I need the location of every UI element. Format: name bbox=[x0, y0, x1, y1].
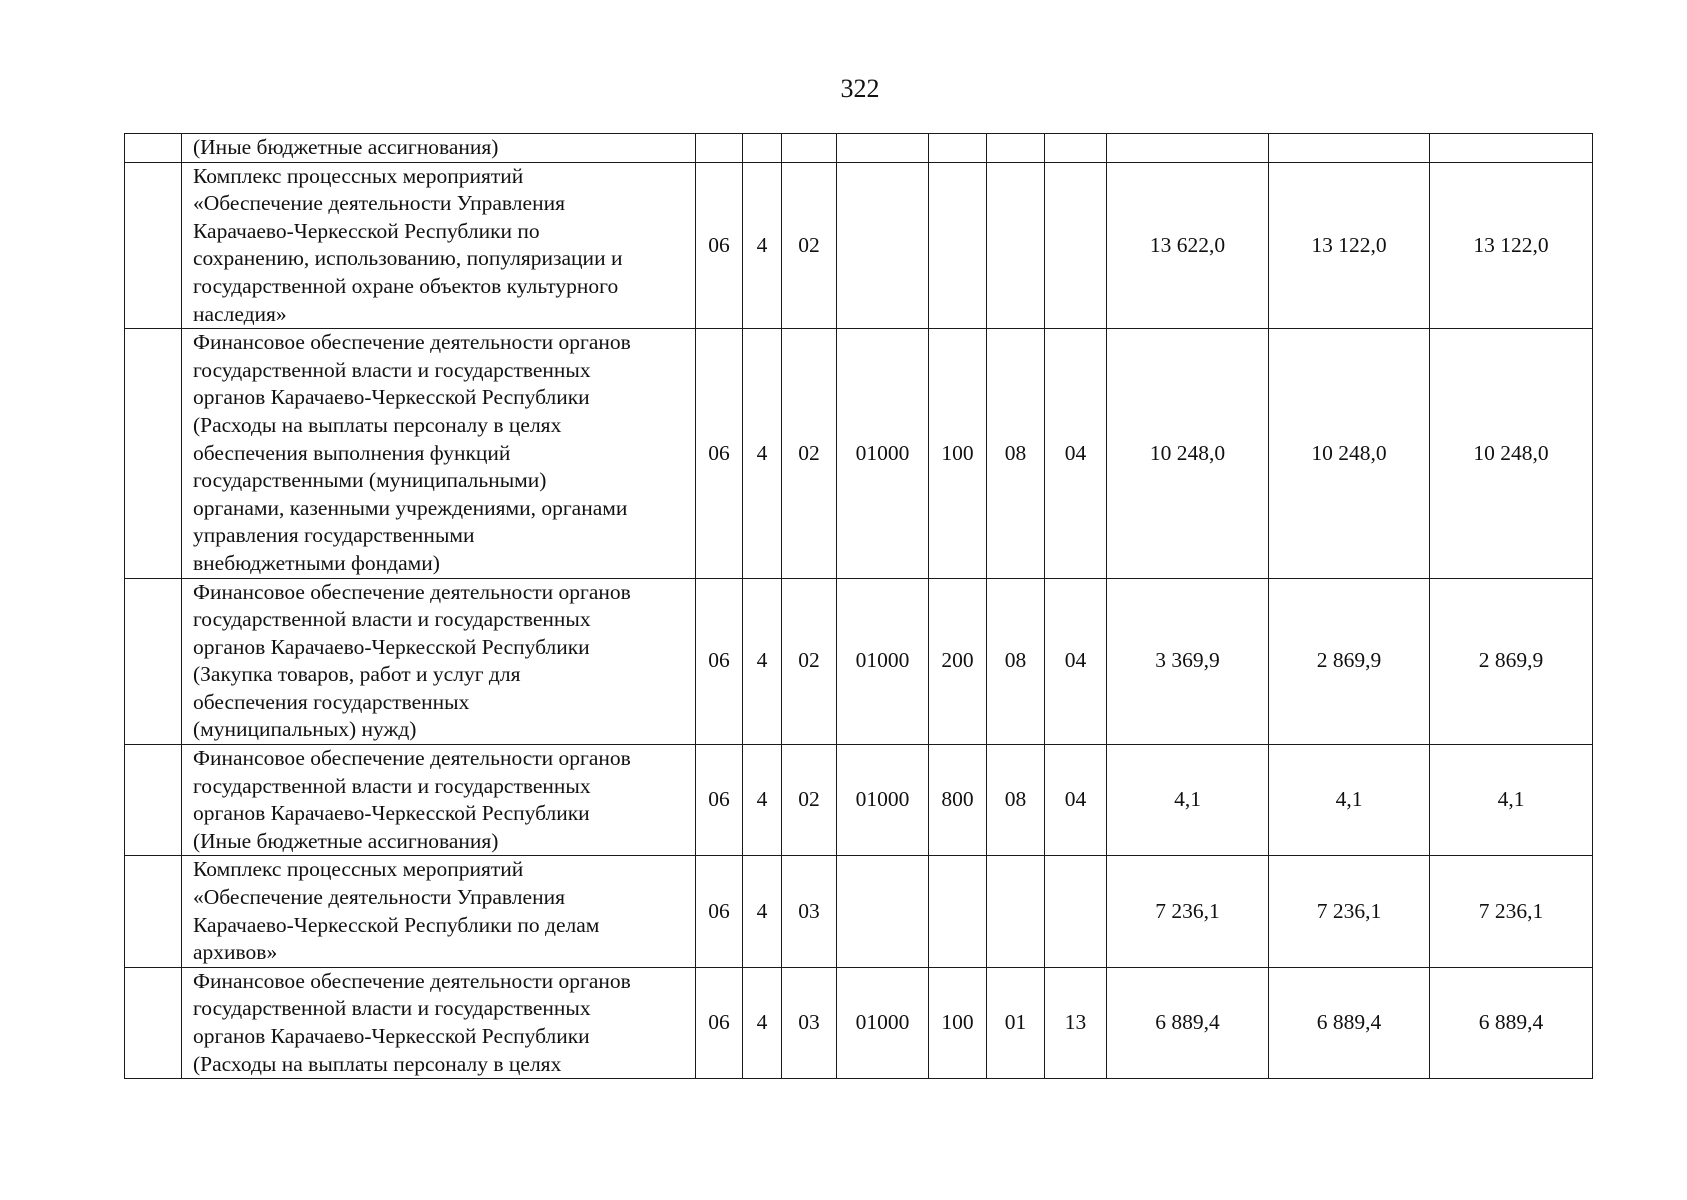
code-cell-2: 4 bbox=[743, 856, 782, 967]
code-cell-2: 4 bbox=[743, 578, 782, 745]
row-index-cell bbox=[125, 329, 182, 578]
code-cell-4: 01000 bbox=[837, 578, 929, 745]
row-description: (Иные бюджетные ассигнования) bbox=[182, 134, 696, 163]
code-cell-2: 4 bbox=[743, 745, 782, 856]
code-cell-7: 04 bbox=[1045, 578, 1107, 745]
code-cell-6: 08 bbox=[987, 745, 1045, 856]
code-cell-5: 800 bbox=[929, 745, 987, 856]
code-cell-2: 4 bbox=[743, 329, 782, 578]
code-cell-6 bbox=[987, 134, 1045, 163]
amount-cell-3: 13 122,0 bbox=[1430, 162, 1593, 329]
row-description: Комплекс процессных мероприятий «Обеспечение деятельности Управления Карачаево-Черкесской Республики по делам архивов» bbox=[182, 856, 696, 967]
code-cell-3: 03 bbox=[782, 967, 837, 1078]
code-cell-5 bbox=[929, 856, 987, 967]
row-index-cell bbox=[125, 745, 182, 856]
code-cell-3: 02 bbox=[782, 329, 837, 578]
amount-cell-3: 10 248,0 bbox=[1430, 329, 1593, 578]
code-cell-1: 06 bbox=[696, 856, 743, 967]
code-cell-4: 01000 bbox=[837, 329, 929, 578]
amount-cell-1 bbox=[1107, 134, 1269, 163]
table-body bbox=[125, 134, 1593, 1079]
row-index-cell bbox=[125, 578, 182, 745]
row-description: Финансовое обеспечение деятельности органов государственной власти и государственных органов Карачаево-Черкесской Республики (Расходы на выплаты персоналу в целях bbox=[182, 967, 696, 1078]
code-cell-7 bbox=[1045, 856, 1107, 967]
amount-cell-2: 6 889,4 bbox=[1269, 967, 1430, 1078]
code-cell-7 bbox=[1045, 162, 1107, 329]
amount-cell-2: 4,1 bbox=[1269, 745, 1430, 856]
code-cell-2 bbox=[743, 134, 782, 163]
amount-cell-3: 2 869,9 bbox=[1430, 578, 1593, 745]
code-cell-3 bbox=[782, 134, 837, 163]
amount-cell-3: 4,1 bbox=[1430, 745, 1593, 856]
table-row bbox=[125, 134, 1593, 163]
amount-cell-2: 13 122,0 bbox=[1269, 162, 1430, 329]
code-cell-4 bbox=[837, 162, 929, 329]
code-cell-1: 06 bbox=[696, 967, 743, 1078]
code-cell-1: 06 bbox=[696, 162, 743, 329]
table-row bbox=[125, 967, 1593, 1078]
code-cell-5: 200 bbox=[929, 578, 987, 745]
row-description: Комплекс процессных мероприятий «Обеспечение деятельности Управления Карачаево-Черкесской Республики по сохранению, использованию, популяризации и государственной охране объектов культурного наследия» bbox=[182, 162, 696, 329]
table-row bbox=[125, 745, 1593, 856]
code-cell-4 bbox=[837, 134, 929, 163]
amount-cell-2 bbox=[1269, 134, 1430, 163]
row-description: Финансовое обеспечение деятельности органов государственной власти и государственных органов Карачаево-Черкесской Республики (Расходы на выплаты персоналу в целях обеспечения выполнения функций государственными (муниципальными) органами, казенными учреждениями, органами управления государственными внебюджетными фондами) bbox=[182, 329, 696, 578]
amount-cell-3: 7 236,1 bbox=[1430, 856, 1593, 967]
code-cell-4 bbox=[837, 856, 929, 967]
code-cell-6 bbox=[987, 856, 1045, 967]
code-cell-5: 100 bbox=[929, 967, 987, 1078]
code-cell-7: 04 bbox=[1045, 329, 1107, 578]
budget-table bbox=[124, 133, 1593, 1079]
row-index-cell bbox=[125, 967, 182, 1078]
row-index-cell bbox=[125, 856, 182, 967]
row-description: Финансовое обеспечение деятельности органов государственной власти и государственных органов Карачаево-Черкесской Республики (Иные бюджетные ассигнования) bbox=[182, 745, 696, 856]
amount-cell-1: 10 248,0 bbox=[1107, 329, 1269, 578]
amount-cell-3: 6 889,4 bbox=[1430, 967, 1593, 1078]
code-cell-7 bbox=[1045, 134, 1107, 163]
amount-cell-2: 7 236,1 bbox=[1269, 856, 1430, 967]
amount-cell-1: 3 369,9 bbox=[1107, 578, 1269, 745]
code-cell-5 bbox=[929, 134, 987, 163]
code-cell-6: 01 bbox=[987, 967, 1045, 1078]
code-cell-6: 08 bbox=[987, 578, 1045, 745]
amount-cell-1: 4,1 bbox=[1107, 745, 1269, 856]
amount-cell-2: 2 869,9 bbox=[1269, 578, 1430, 745]
amount-cell-1: 7 236,1 bbox=[1107, 856, 1269, 967]
code-cell-3: 02 bbox=[782, 578, 837, 745]
code-cell-6: 08 bbox=[987, 329, 1045, 578]
code-cell-2: 4 bbox=[743, 162, 782, 329]
code-cell-7: 13 bbox=[1045, 967, 1107, 1078]
row-description: Финансовое обеспечение деятельности органов государственной власти и государственных органов Карачаево-Черкесской Республики (Закупка товаров, работ и услуг для обеспечения государственных (муниципальных) нужд) bbox=[182, 578, 696, 745]
table-row bbox=[125, 856, 1593, 967]
code-cell-1: 06 bbox=[696, 745, 743, 856]
table-row bbox=[125, 578, 1593, 745]
code-cell-1 bbox=[696, 134, 743, 163]
code-cell-5 bbox=[929, 162, 987, 329]
code-cell-2: 4 bbox=[743, 967, 782, 1078]
amount-cell-3 bbox=[1430, 134, 1593, 163]
code-cell-7: 04 bbox=[1045, 745, 1107, 856]
row-index-cell bbox=[125, 134, 182, 163]
code-cell-1: 06 bbox=[696, 578, 743, 745]
code-cell-3: 03 bbox=[782, 856, 837, 967]
table-row bbox=[125, 162, 1593, 329]
code-cell-3: 02 bbox=[782, 745, 837, 856]
row-index-cell bbox=[125, 162, 182, 329]
code-cell-1: 06 bbox=[696, 329, 743, 578]
code-cell-3: 02 bbox=[782, 162, 837, 329]
code-cell-5: 100 bbox=[929, 329, 987, 578]
code-cell-6 bbox=[987, 162, 1045, 329]
amount-cell-1: 6 889,4 bbox=[1107, 967, 1269, 1078]
table-row bbox=[125, 329, 1593, 578]
code-cell-4: 01000 bbox=[837, 745, 929, 856]
amount-cell-2: 10 248,0 bbox=[1269, 329, 1430, 578]
page-number: 322 bbox=[840, 74, 880, 103]
amount-cell-1: 13 622,0 bbox=[1107, 162, 1269, 329]
code-cell-4: 01000 bbox=[837, 967, 929, 1078]
